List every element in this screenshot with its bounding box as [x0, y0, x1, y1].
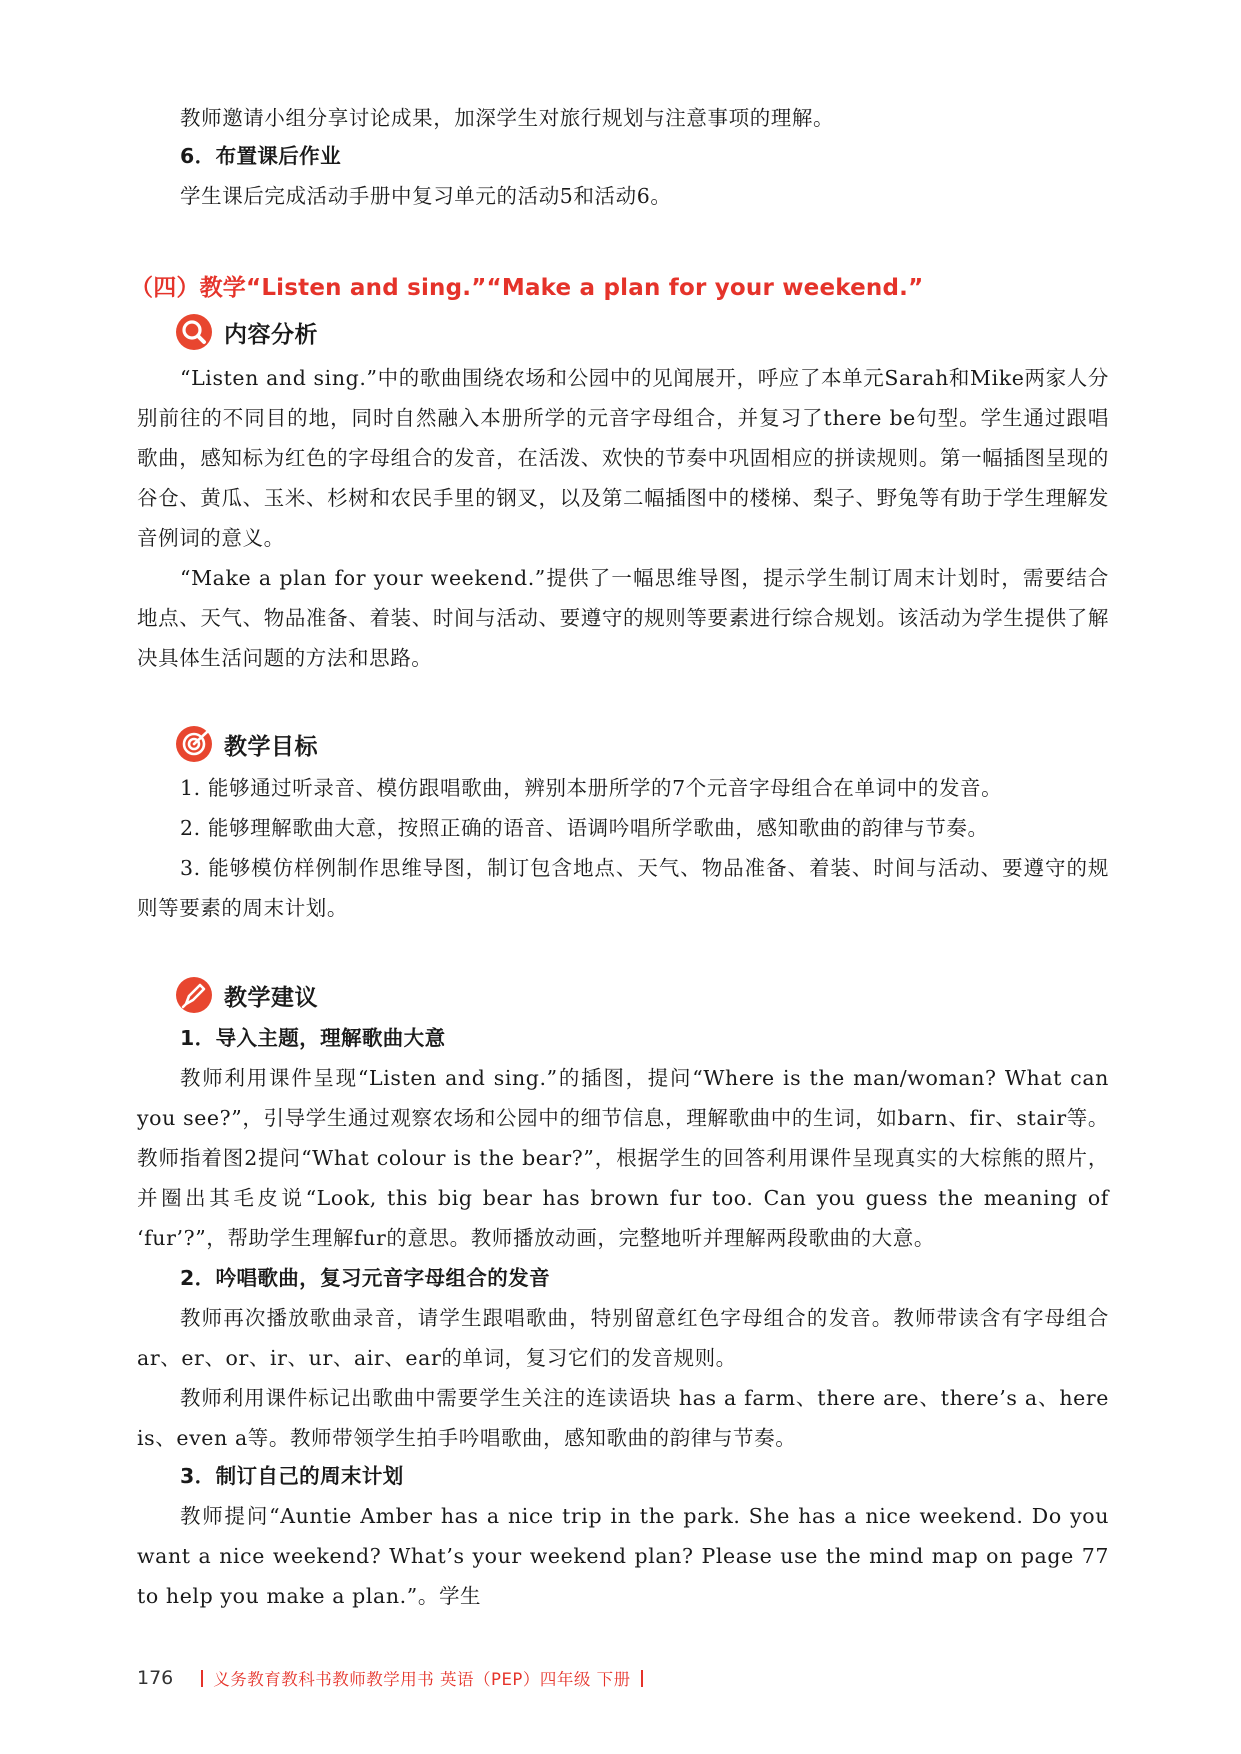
target-icon — [176, 726, 212, 762]
paragraph: 教师提问“Auntie Amber has a nice trip in the park. She has a nice weekend. Do you want a nice weekend? What’s your weekend plan? Please use the mind map on page 77 to help you make a plan.”。学生 — [137, 1504, 1109, 1608]
section-title: （四）教学“Listen and sing.”“Make a plan for your weekend.” — [130, 275, 924, 301]
heading-text: 内容分析 — [224, 321, 318, 348]
goal-item: 3. 能够模仿样例制作思维导图，制订包含地点、天气、物品准备、着装、时间与活动、要遵守的规则等要素的周末计划。 — [137, 856, 1109, 920]
heading-teaching-suggestions — [176, 975, 318, 1015]
magnifier-icon — [176, 314, 212, 350]
heading-text: 教学目标 — [224, 733, 318, 760]
heading-teaching-goals — [176, 724, 318, 764]
divider — [201, 1670, 203, 1687]
paragraph: 教师再次播放歌曲录音，请学生跟唱歌曲，特别留意红色字母组合的发音。教师带读含有字母组合ar、er、or、ir、ur、air、ear的单词，复习它们的发音规则。 — [137, 1306, 1109, 1370]
paragraph: 教师邀请小组分享讨论成果，加深学生对旅行规划与注意事项的理解。 — [180, 106, 835, 130]
paragraph: “Listen and sing.”中的歌曲围绕农场和公园中的见闻展开，呼应了本单元Sarah和Mike两家人分别前往的不同目的地，同时自然融入本册所学的元音字母组合，并复习了there be句型。学生通过跟唱歌曲，感知标为红色的字母组合的发音，在活泼、欢快的节奏中巩固相应的拼读规则。第一幅插图呈现的谷仓、黄瓜、玉米、杉树和农民手里的钢叉，以及第二幅插图中的楼梯、梨子、野兔等有助于学生理解发音例词的意义。 — [137, 366, 1109, 550]
goal-item: 2. 能够理解歌曲大意，按照正确的语音、语调吟唱所学歌曲，感知歌曲的韵律与节奏。 — [180, 816, 989, 840]
book-title: 义务教育教科书教师教学用书 英语（PEP）四年级 下册 — [213, 1670, 631, 1689]
heading-content-analysis — [176, 312, 318, 352]
heading-text: 教学建议 — [224, 984, 318, 1011]
divider — [641, 1670, 643, 1687]
page-footer — [137, 1663, 653, 1693]
subheading-homework: 6．布置课后作业 — [180, 144, 341, 168]
goal-item: 1. 能够通过听录音、模仿跟唱歌曲，辨别本册所学的7个元音字母组合在单词中的发音。 — [180, 776, 1003, 800]
pencil-icon — [176, 977, 212, 1013]
paragraph: “Make a plan for your weekend.”提供了一幅思维导图，提示学生制订周末计划时，需要结合地点、天气、物品准备、着装、时间与活动、要遵守的规则等要素进行综合规划。该活动为学生提供了解决具体生活问题的方法和思路。 — [137, 566, 1109, 670]
subheading: 3．制订自己的周末计划 — [180, 1464, 404, 1488]
subheading: 1．导入主题，理解歌曲大意 — [180, 1026, 446, 1050]
page-number: 176 — [137, 1667, 174, 1689]
paragraph: 教师利用课件标记出歌曲中需要学生关注的连读语块 has a farm、there are、there’s a、here is、even a等。教师带领学生拍手吟唱歌曲，感知歌曲的韵律与节奏。 — [137, 1386, 1109, 1450]
subheading: 2．吟唱歌曲，复习元音字母组合的发音 — [180, 1266, 550, 1290]
paragraph: 教师利用课件呈现“Listen and sing.”的插图，提问“Where is the man/woman? What can you see?”，引导学生通过观察农场和公园中的细节信息，理解歌曲中的生词，如barn、fir、stair等。教师指着图2提问“What colour is the bear?”，根据学生的回答利用课件呈现真实的大棕熊的照片，并圈出其毛皮说“Look, this big bear has brown fur too. Can you guess the meaning of ‘fur’?”，帮助学生理解fur的意思。教师播放动画，完整地听并理解两段歌曲的大意。 — [137, 1066, 1109, 1250]
paragraph: 学生课后完成活动手册中复习单元的活动5和活动6。 — [180, 184, 672, 208]
